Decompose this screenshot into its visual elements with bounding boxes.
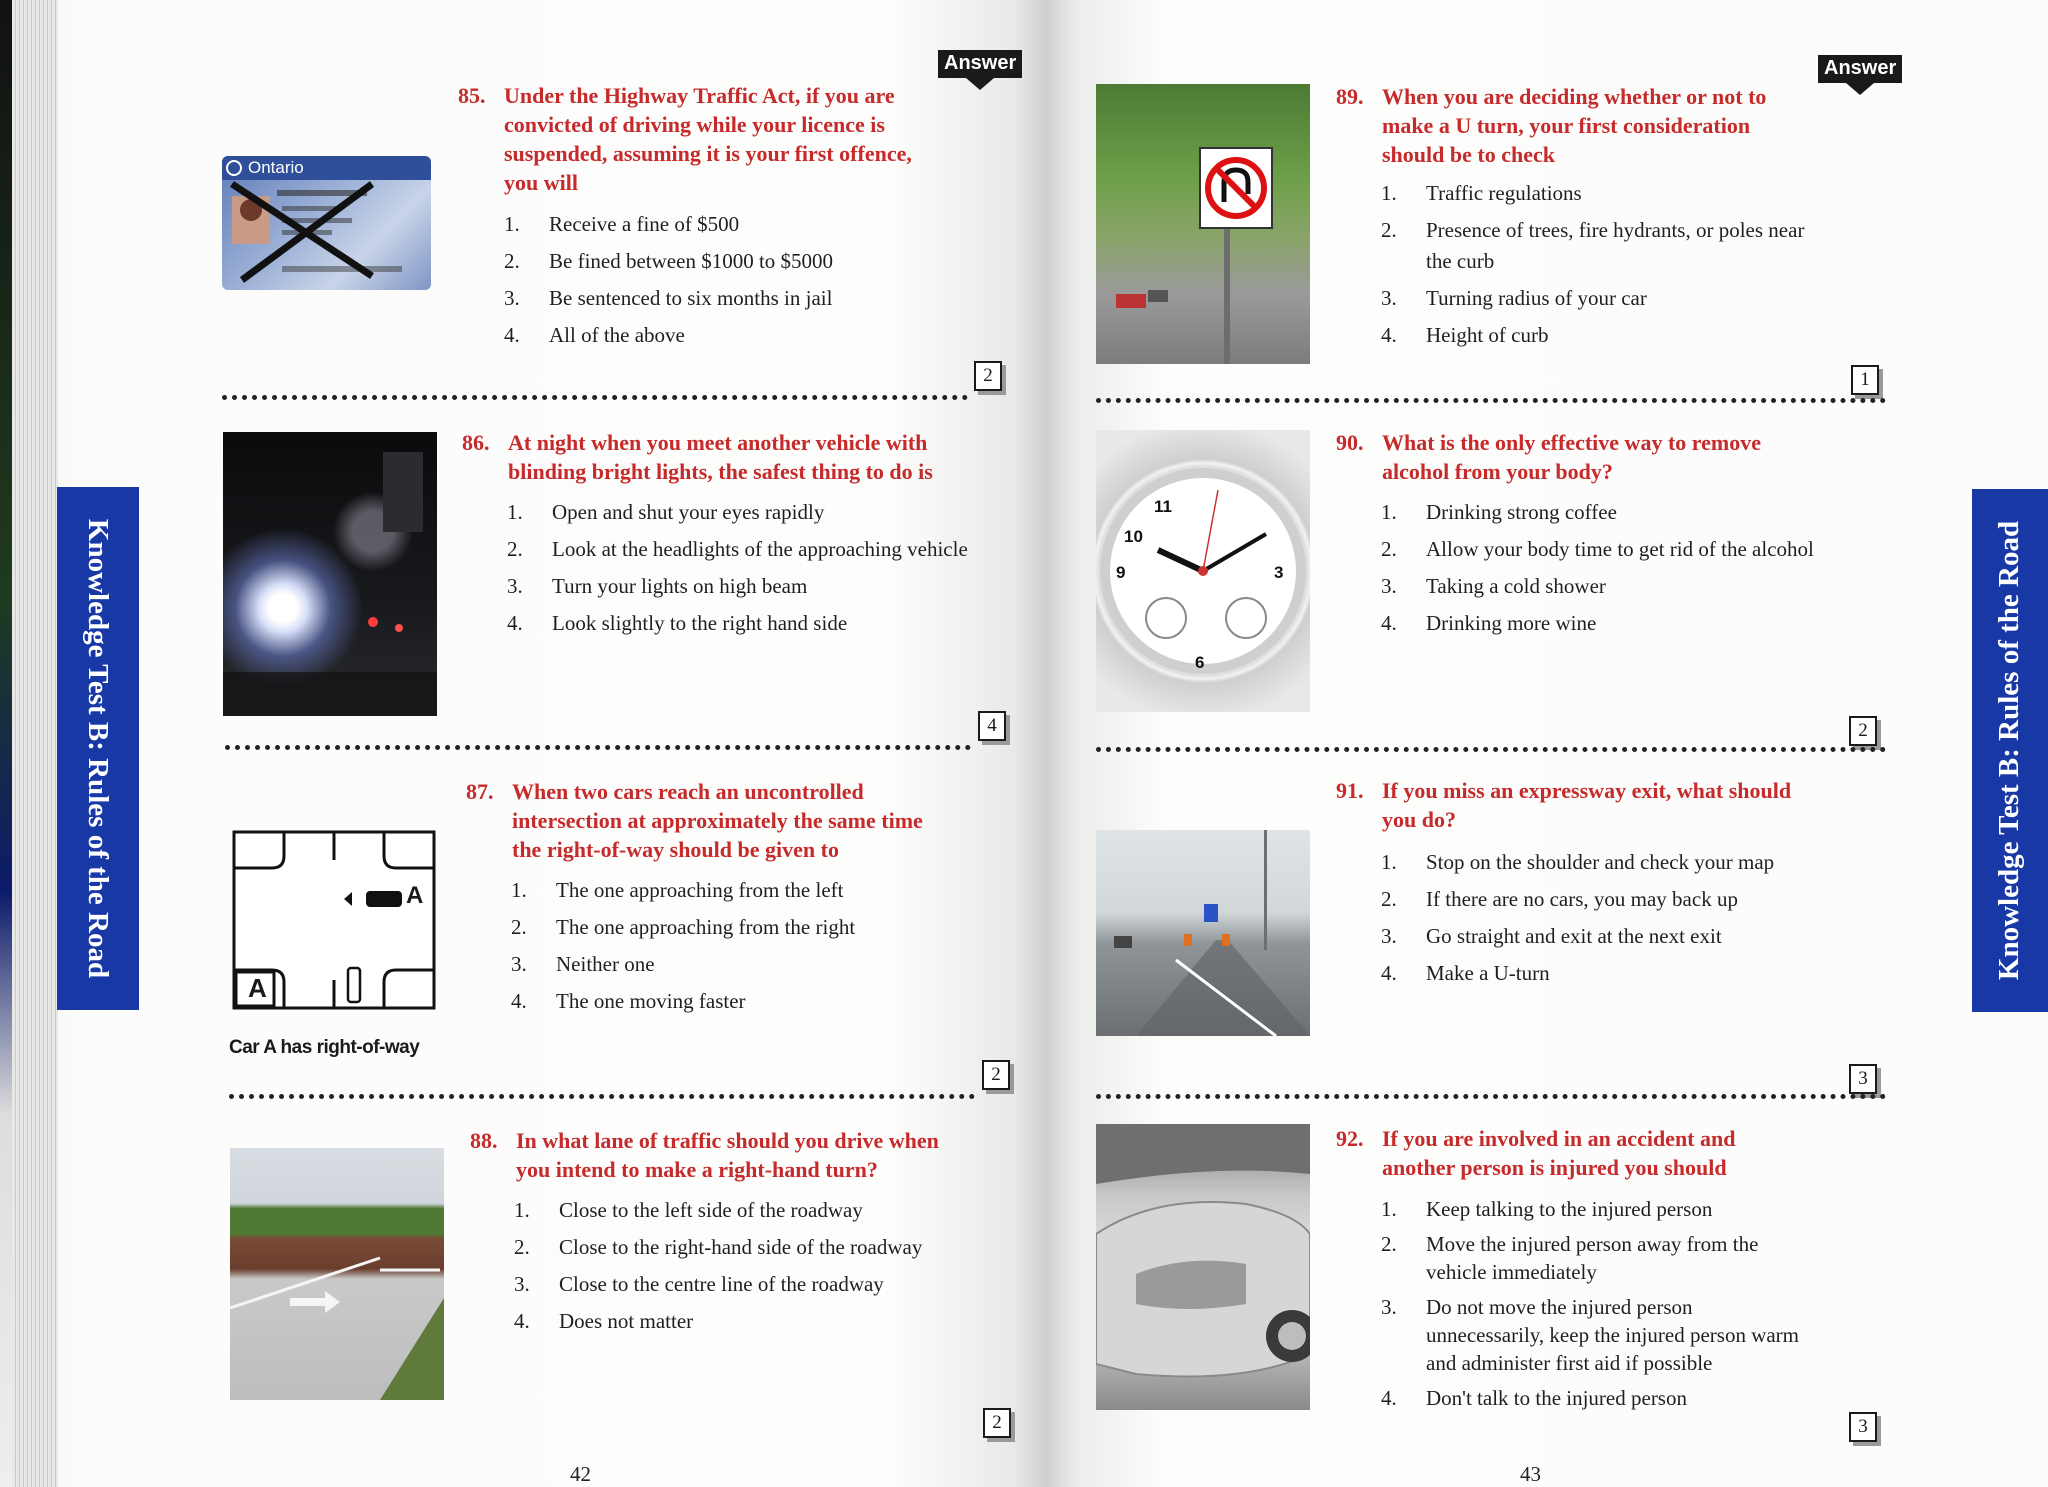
option-item: 1. Stop on the shoulder and check your map bbox=[1381, 850, 1775, 874]
side-tab-label: Knowledge Test B: Rules of the Road bbox=[1993, 520, 2026, 981]
question-87-number: 87. bbox=[466, 779, 494, 804]
question-91-options bbox=[1381, 844, 1861, 992]
question-88-line: you intend to make a right-hand turn? bbox=[516, 1157, 878, 1182]
option-item: 4. Look slightly to the right hand side bbox=[507, 611, 848, 635]
question-85-line: Under the Highway Traffic Act, if you are bbox=[504, 83, 895, 108]
question-88-options bbox=[514, 1192, 994, 1340]
option-item: 1. Open and shut your eyes rapidly bbox=[507, 500, 825, 524]
option-item: 2. If there are no cars, you may back up bbox=[1381, 887, 1738, 911]
question-85-options bbox=[504, 206, 964, 354]
dotted-divider bbox=[1096, 1094, 1886, 1099]
question-87-options bbox=[511, 872, 971, 1020]
question-86-number: 86. bbox=[462, 430, 490, 455]
option-item: 4. The one moving faster bbox=[511, 989, 746, 1013]
question-86-line: At night when you meet another vehicle with bbox=[508, 430, 928, 455]
option-item: 3. Taking a cold shower bbox=[1381, 574, 1606, 598]
option-item: 2. Allow your body time to get rid of the alcohol bbox=[1381, 537, 1814, 561]
figure-caption: Car A has right-of-way bbox=[229, 1037, 420, 1058]
svg-text:6: 6 bbox=[1195, 653, 1205, 672]
option-item: 1. Receive a fine of $500 bbox=[504, 212, 740, 236]
question-91-line: If you miss an expressway exit, what should bbox=[1382, 778, 1792, 803]
question-89-line: When you are deciding whether or not to bbox=[1382, 84, 1767, 109]
question-90-line: What is the only effective way to remove bbox=[1382, 430, 1761, 455]
damaged-car-image bbox=[1096, 1124, 1310, 1410]
lane-scene-graphic bbox=[230, 1148, 444, 1400]
dotted-divider bbox=[222, 395, 968, 400]
option-item: 2. Close to the right-hand side of the roadway bbox=[514, 1235, 923, 1259]
question-90-number: 90. bbox=[1336, 430, 1364, 455]
question-90-options bbox=[1381, 494, 1891, 642]
option-item: 1. The one approaching from the left bbox=[511, 878, 844, 902]
option-item: 2. Look at the headlights of the approaching vehicle bbox=[507, 537, 968, 561]
svg-text:11: 11 bbox=[1154, 497, 1172, 516]
expressway-image bbox=[1096, 830, 1310, 1036]
option-item: 3. Neither one bbox=[511, 952, 655, 976]
question-85-number: 85. bbox=[458, 83, 486, 108]
night-scene-graphic bbox=[223, 432, 437, 716]
clock-graphic bbox=[1096, 430, 1310, 712]
question-85-line: suspended, assuming it is your first offence, bbox=[504, 141, 912, 166]
page-number-left: 42 bbox=[570, 1462, 591, 1486]
option-item: 2. Move the injured person away from the vehicle immediately bbox=[1381, 1232, 1759, 1284]
option-item: 1. Drinking strong coffee bbox=[1381, 500, 1617, 524]
option-item: 4. Don't talk to the injured person bbox=[1381, 1386, 1687, 1410]
side-tab-label: Knowledge Test B: Rules of the Road bbox=[82, 518, 115, 979]
no-u-turn-graphic bbox=[1096, 84, 1310, 364]
intersection-diagram bbox=[232, 830, 436, 1010]
option-item: 3. Close to the centre line of the roadway bbox=[514, 1272, 884, 1296]
question-91-line: you do? bbox=[1382, 807, 1456, 832]
option-item: 1. Close to the left side of the roadway bbox=[514, 1198, 863, 1222]
question-86-options bbox=[507, 494, 1027, 642]
answer-tag: Answer bbox=[1818, 55, 1902, 83]
question-88-number: 88. bbox=[470, 1128, 498, 1153]
night-headlights-image bbox=[223, 432, 437, 716]
question-85-line: convicted of driving while your licence is bbox=[504, 112, 885, 137]
option-item: 4. All of the above bbox=[504, 323, 685, 347]
question-91-number: 91. bbox=[1336, 778, 1364, 803]
licence-province: Ontario bbox=[248, 158, 304, 177]
question-92-options bbox=[1381, 1195, 1851, 1412]
answer-box-89: 1 bbox=[1851, 365, 1879, 395]
answer-box-90: 2 bbox=[1849, 716, 1877, 746]
svg-text:10: 10 bbox=[1124, 527, 1143, 546]
car-label-top: A bbox=[406, 882, 424, 909]
svg-text:3: 3 bbox=[1274, 563, 1284, 582]
no-u-turn-sign-image bbox=[1096, 84, 1310, 364]
question-92-number: 92. bbox=[1336, 1126, 1364, 1151]
page-edge-shadow bbox=[0, 0, 12, 1487]
option-item: 4. Drinking more wine bbox=[1381, 611, 1597, 635]
question-88-line: In what lane of traffic should you drive when bbox=[516, 1128, 939, 1153]
dotted-divider bbox=[229, 1094, 975, 1099]
option-item: 2. Be fined between $1000 to $5000 bbox=[504, 249, 834, 273]
option-item: 3. Do not move the injured person unnecessarily, keep the injured person warm and administer first aid if possible bbox=[1381, 1295, 1800, 1375]
option-item: 4. Does not matter bbox=[514, 1309, 694, 1333]
option-item: 2. Presence of trees, fire hydrants, or poles near the curb bbox=[1381, 218, 1805, 273]
page-number-right: 43 bbox=[1520, 1462, 1541, 1486]
expressway-graphic bbox=[1096, 830, 1310, 1036]
question-89-options bbox=[1381, 178, 1851, 351]
answer-box-85: 2 bbox=[974, 361, 1002, 391]
svg-text:9: 9 bbox=[1116, 563, 1126, 582]
question-85-line: you will bbox=[504, 170, 578, 195]
side-tab-right bbox=[1972, 489, 2048, 1012]
question-89-line: should be to check bbox=[1382, 142, 1555, 167]
question-86-line: blinding bright lights, the safest thing to do is bbox=[508, 459, 933, 484]
answer-tag: Answer bbox=[938, 50, 1022, 78]
option-item: 4. Height of curb bbox=[1381, 323, 1549, 347]
option-item: 3. Be sentenced to six months in jail bbox=[504, 286, 833, 310]
dotted-divider bbox=[1096, 398, 1886, 403]
question-89-number: 89. bbox=[1336, 84, 1364, 109]
dotted-divider bbox=[225, 745, 971, 750]
question-92-line: If you are involved in an accident and bbox=[1382, 1126, 1736, 1151]
page-right bbox=[1046, 0, 2048, 1487]
question-87-line: When two cars reach an uncontrolled bbox=[512, 779, 864, 804]
damaged-car-graphic bbox=[1096, 1124, 1310, 1410]
clock-image bbox=[1096, 430, 1310, 712]
answer-box-88: 2 bbox=[983, 1408, 1011, 1438]
option-item: 3. Turn your lights on high beam bbox=[507, 574, 808, 598]
option-item: 1. Traffic regulations bbox=[1381, 181, 1582, 205]
answer-box-92: 3 bbox=[1849, 1412, 1877, 1442]
question-90-line: alcohol from your body? bbox=[1382, 459, 1613, 484]
drivers-licence-image bbox=[222, 156, 431, 290]
answer-box-87: 2 bbox=[982, 1060, 1010, 1090]
question-89-line: make a U turn, your first consideration bbox=[1382, 113, 1751, 138]
answer-box-86: 4 bbox=[978, 711, 1006, 741]
dotted-divider bbox=[1096, 747, 1886, 752]
option-item: 3. Go straight and exit at the next exit bbox=[1381, 924, 1722, 948]
car-label-bottom: A bbox=[248, 973, 267, 1003]
question-87-line: the right-of-way should be given to bbox=[512, 837, 839, 862]
question-87-line: intersection at approximately the same time bbox=[512, 808, 923, 833]
answer-box-91: 3 bbox=[1849, 1064, 1877, 1094]
side-tab-left bbox=[57, 487, 139, 1010]
right-turn-lane-image bbox=[230, 1148, 444, 1400]
question-92-line: another person is injured you should bbox=[1382, 1155, 1727, 1180]
option-item: 3. Turning radius of your car bbox=[1381, 286, 1647, 310]
option-item: 2. The one approaching from the right bbox=[511, 915, 856, 939]
option-item: 4. Make a U-turn bbox=[1381, 961, 1550, 985]
option-item: 1. Keep talking to the injured person bbox=[1381, 1197, 1713, 1221]
